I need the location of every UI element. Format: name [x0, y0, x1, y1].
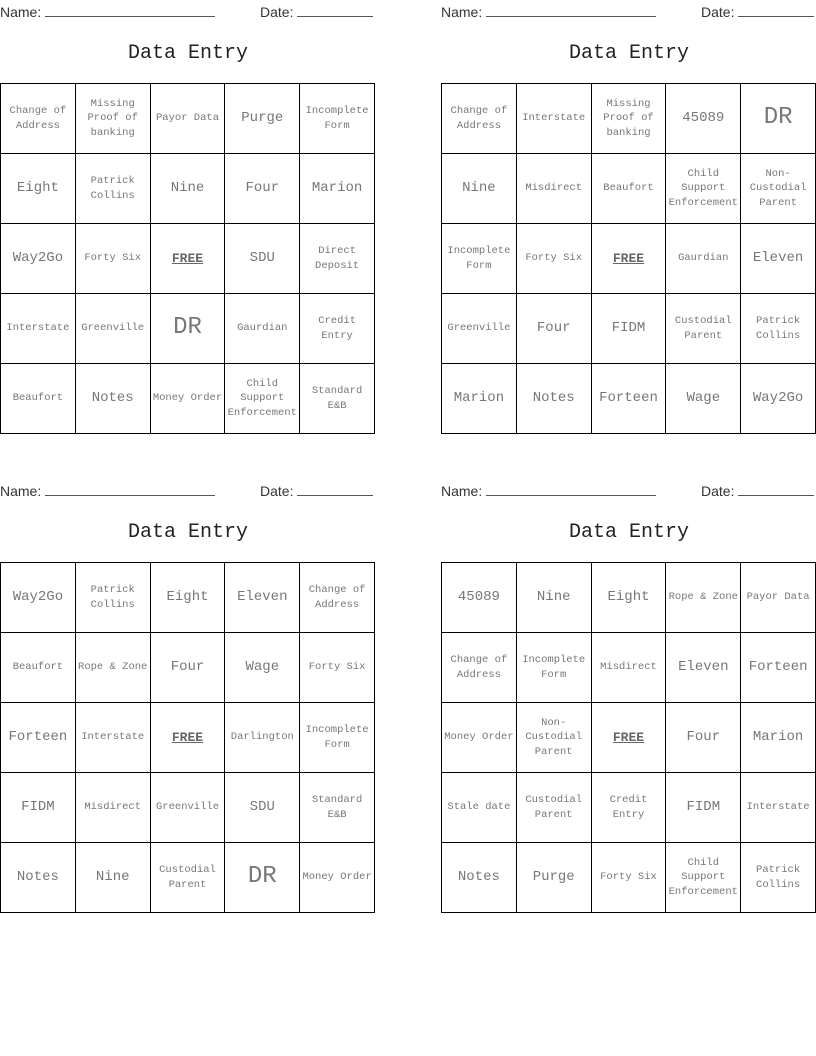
bingo-cell: Child Support Enforcement	[225, 364, 300, 434]
bingo-cell: Standard E&B	[300, 773, 375, 843]
bingo-cell: Eleven	[741, 224, 816, 294]
bingo-cell: FIDM	[1, 773, 76, 843]
bingo-cell: Change of Address	[300, 563, 375, 633]
bingo-cell: Change of Address	[442, 633, 517, 703]
name-line	[486, 481, 656, 496]
name-date-row	[441, 481, 816, 499]
name-label: Name:	[441, 4, 483, 20]
bingo-cell: Interstate	[741, 773, 816, 843]
name-date-row	[0, 481, 376, 499]
bingo-cell: Misdirect	[517, 154, 592, 224]
bingo-grid	[0, 83, 375, 434]
bingo-cell: Nine	[151, 154, 226, 224]
bingo-cell: Notes	[517, 364, 592, 434]
bingo-grid	[441, 562, 816, 913]
bingo-cell: Patrick Collins	[741, 843, 816, 913]
bingo-cell: Notes	[76, 364, 151, 434]
name-field	[441, 2, 656, 20]
bingo-cell: Patrick Collins	[76, 563, 151, 633]
bingo-cell: SDU	[225, 224, 300, 294]
bingo-cell: Beaufort	[1, 364, 76, 434]
bingo-cell: Stale date	[442, 773, 517, 843]
date-field	[701, 481, 814, 499]
name-field	[0, 481, 215, 499]
bingo-cell: Eight	[592, 563, 667, 633]
date-field	[260, 481, 373, 499]
bingo-cell: Greenville	[76, 294, 151, 364]
bingo-cell: Payor Data	[741, 563, 816, 633]
bingo-cell: Change of Address	[442, 84, 517, 154]
bingo-cell: Marion	[300, 154, 375, 224]
bingo-cell: Rope & Zone	[76, 633, 151, 703]
bingo-cell: Forteen	[1, 703, 76, 773]
bingo-cell: FIDM	[592, 294, 667, 364]
bingo-cell: Interstate	[517, 84, 592, 154]
bingo-cell: Notes	[1, 843, 76, 913]
bingo-cell: Greenville	[442, 294, 517, 364]
bingo-grid	[441, 83, 816, 434]
bingo-cell: Four	[666, 703, 741, 773]
bingo-cell: Four	[151, 633, 226, 703]
card-title: Data Entry	[127, 42, 249, 65]
bingo-cell: Beaufort	[1, 633, 76, 703]
bingo-cell: Forteen	[741, 633, 816, 703]
bingo-cell: Wage	[666, 364, 741, 434]
bingo-cell: Custodial Parent	[666, 294, 741, 364]
date-line	[738, 2, 814, 17]
bingo-cell: Change of Address	[1, 84, 76, 154]
bingo-cell: Purge	[517, 843, 592, 913]
bingo-cell: Four	[225, 154, 300, 224]
bingo-cell: Patrick Collins	[76, 154, 151, 224]
bingo-cell: Notes	[442, 843, 517, 913]
bingo-cell: Patrick Collins	[741, 294, 816, 364]
bingo-cell: Money Order	[151, 364, 226, 434]
bingo-cell: Gaurdian	[666, 224, 741, 294]
bingo-cell: Gaurdian	[225, 294, 300, 364]
bingo-cell: Nine	[442, 154, 517, 224]
bingo-cell: Forty Six	[592, 843, 667, 913]
bingo-cell: Non-Custodial Parent	[517, 703, 592, 773]
name-label: Name:	[0, 4, 42, 20]
name-label: Name:	[441, 483, 483, 499]
bingo-cell: Eight	[151, 563, 226, 633]
card-title: Data Entry	[568, 42, 690, 65]
bingo-cell: Money Order	[442, 703, 517, 773]
bingo-cell: Direct Deposit	[300, 224, 375, 294]
date-line	[297, 481, 373, 496]
bingo-cell: Forteen	[592, 364, 667, 434]
bingo-cell: Nine	[517, 563, 592, 633]
free-cell: FREE	[151, 224, 226, 294]
bingo-cell: Incomplete Form	[300, 84, 375, 154]
bingo-cell: 45089	[442, 563, 517, 633]
date-label: Date:	[260, 4, 294, 20]
bingo-cell: Credit Entry	[592, 773, 667, 843]
bingo-cell: Marion	[442, 364, 517, 434]
bingo-cell: Greenville	[151, 773, 226, 843]
bingo-cell: Purge	[225, 84, 300, 154]
date-label: Date:	[260, 483, 294, 499]
name-label: Name:	[0, 483, 42, 499]
bingo-cell: Eight	[1, 154, 76, 224]
bingo-grid	[0, 562, 375, 913]
bingo-cell: Marion	[741, 703, 816, 773]
bingo-cell: Misdirect	[76, 773, 151, 843]
bingo-cell: DR	[741, 84, 816, 154]
name-line	[45, 481, 215, 496]
name-date-row	[441, 2, 816, 20]
bingo-cell: Eleven	[225, 563, 300, 633]
bingo-cell: Forty Six	[517, 224, 592, 294]
card-title: Data Entry	[568, 521, 690, 544]
bingo-cell: Nine	[76, 843, 151, 913]
bingo-cell: Rope & Zone	[666, 563, 741, 633]
bingo-cell: SDU	[225, 773, 300, 843]
bingo-cell: Custodial Parent	[151, 843, 226, 913]
bingo-cell: Standard E&B	[300, 364, 375, 434]
bingo-cell: Child Support Enforcement	[666, 843, 741, 913]
date-line	[297, 2, 373, 17]
name-line	[486, 2, 656, 17]
free-cell: FREE	[592, 224, 667, 294]
bingo-cell: Missing Proof of banking	[592, 84, 667, 154]
date-line	[738, 481, 814, 496]
bingo-cell: FIDM	[666, 773, 741, 843]
bingo-cell: Missing Proof of banking	[76, 84, 151, 154]
bingo-cell: Incomplete Form	[442, 224, 517, 294]
bingo-cell: Way2Go	[1, 224, 76, 294]
bingo-cell: Money Order	[300, 843, 375, 913]
name-field	[441, 481, 656, 499]
bingo-cell: Non-Custodial Parent	[741, 154, 816, 224]
free-cell: FREE	[592, 703, 667, 773]
bingo-cell: DR	[151, 294, 226, 364]
date-label: Date:	[701, 4, 735, 20]
bingo-cell: Incomplete Form	[517, 633, 592, 703]
free-cell: FREE	[151, 703, 226, 773]
date-field	[701, 2, 814, 20]
bingo-cell: Forty Six	[300, 633, 375, 703]
bingo-cell: 45089	[666, 84, 741, 154]
bingo-cell: Interstate	[1, 294, 76, 364]
card-title: Data Entry	[127, 521, 249, 544]
bingo-cell: Misdirect	[592, 633, 667, 703]
bingo-cell: Beaufort	[592, 154, 667, 224]
bingo-cell: Way2Go	[1, 563, 76, 633]
bingo-cell: Child Support Enforcement	[666, 154, 741, 224]
name-date-row	[0, 2, 376, 20]
bingo-cell: Credit Entry	[300, 294, 375, 364]
date-label: Date:	[701, 483, 735, 499]
name-field	[0, 2, 215, 20]
bingo-cell: Interstate	[76, 703, 151, 773]
bingo-cell: Forty Six	[76, 224, 151, 294]
bingo-cell: Way2Go	[741, 364, 816, 434]
name-line	[45, 2, 215, 17]
bingo-cell: Four	[517, 294, 592, 364]
date-field	[260, 2, 373, 20]
bingo-cell: Eleven	[666, 633, 741, 703]
bingo-cell: Wage	[225, 633, 300, 703]
bingo-cell: Custodial Parent	[517, 773, 592, 843]
bingo-cell: Incomplete Form	[300, 703, 375, 773]
bingo-cell: DR	[225, 843, 300, 913]
bingo-cell: Payor Data	[151, 84, 226, 154]
bingo-cell: Darlington	[225, 703, 300, 773]
